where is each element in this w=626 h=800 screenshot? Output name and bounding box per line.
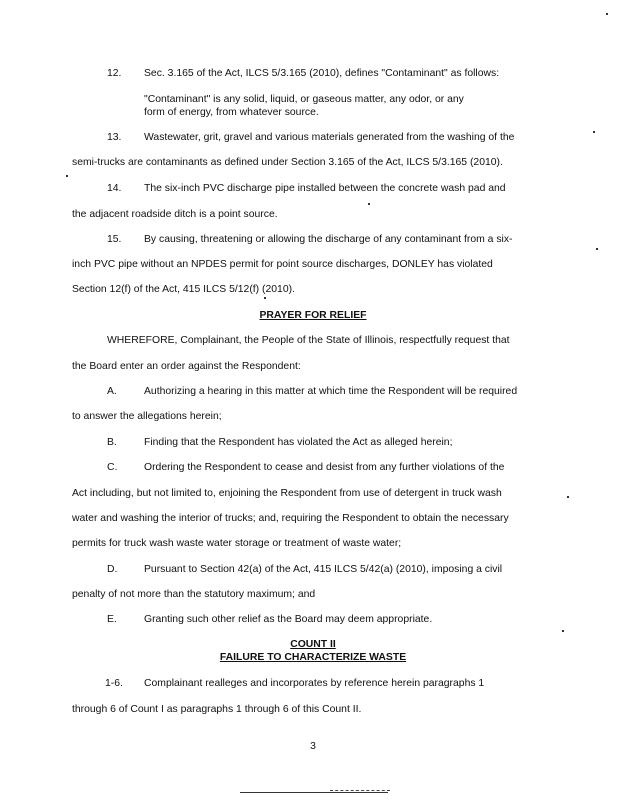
relief-text: Granting such other relief as the Board may deem appropriate.: [144, 614, 433, 625]
paragraph-text: semi-trucks are contaminants as defined under Section 3.165 of the Act, ILCS 5/3.165 (2010).: [72, 157, 503, 168]
scan-speck: [562, 630, 564, 632]
paragraph-number: 13.: [107, 132, 122, 143]
scan-speck: [567, 496, 569, 498]
count-heading: COUNT II: [290, 639, 336, 650]
block-quote-line: "Contaminant" is any solid, liquid, or gaseous matter, any odor, or any: [144, 94, 464, 105]
paragraph-text: inch PVC pipe without an NPDES permit for point source discharges, DONLEY has violated: [72, 259, 493, 270]
paragraph-text: Complainant realleges and incorporates by reference herein paragraphs 1: [144, 678, 485, 689]
paragraph-number: 15.: [107, 234, 122, 245]
relief-text: Authorizing a hearing in this matter at which time the Respondent will be required: [144, 386, 518, 397]
relief-text: water and washing the interior of trucks; and, requiring the Respondent to obtain the necessary: [72, 513, 509, 524]
scan-speck: [66, 175, 68, 177]
section-heading: PRAYER FOR RELIEF: [259, 310, 367, 321]
scan-edge-line: [240, 792, 388, 793]
scan-speck: [596, 248, 598, 250]
scan-speck: [368, 203, 370, 205]
paragraph-number: 14.: [107, 183, 122, 194]
paragraph-text: Sec. 3.165 of the Act, ILCS 5/3.165 (2010), defines "Contaminant" as follows:: [144, 68, 500, 79]
relief-letter: A.: [107, 386, 117, 397]
paragraph-text: By causing, threatening or allowing the discharge of any contaminant from a six-: [144, 234, 513, 245]
paragraph-text: the adjacent roadside ditch is a point source.: [72, 209, 278, 220]
relief-letter: B.: [107, 437, 117, 448]
paragraph-text: through 6 of Count I as paragraphs 1 through 6 of this Count II.: [72, 704, 362, 715]
paragraph-number: 1-6.: [105, 678, 123, 689]
relief-text: Pursuant to Section 42(a) of the Act, 415 ILCS 5/42(a) (2010), imposing a civil: [144, 564, 503, 575]
relief-text: Ordering the Respondent to cease and desist from any further violations of the: [144, 462, 505, 473]
paragraph-text: the Board enter an order against the Respondent:: [72, 361, 301, 372]
relief-text: penalty of not more than the statutory maximum; and: [72, 589, 316, 600]
relief-text: to answer the allegations herein;: [72, 411, 222, 422]
count-subheading: FAILURE TO CHARACTERIZE WASTE: [219, 652, 407, 663]
scan-edge-line: [330, 790, 390, 791]
relief-letter: E.: [107, 614, 117, 625]
scan-speck: [606, 13, 608, 15]
paragraph-text: The six-inch PVC discharge pipe installed between the concrete wash pad and: [144, 183, 506, 194]
paragraph-text: Section 12(f) of the Act, 415 ILCS 5/12(f) (2010).: [72, 284, 295, 295]
paragraph-text: Wastewater, grit, gravel and various materials generated from the washing of the: [144, 132, 515, 143]
paragraph-number: 12.: [107, 68, 122, 79]
scan-speck: [264, 297, 266, 299]
relief-letter: D.: [107, 564, 118, 575]
block-quote-line: form of energy, from whatever source.: [144, 107, 319, 118]
page-number: 3: [310, 741, 316, 752]
relief-letter: C.: [107, 462, 118, 473]
scan-speck: [593, 131, 595, 133]
relief-text: Finding that the Respondent has violated the Act as alleged herein;: [144, 437, 453, 448]
paragraph-text: WHEREFORE, Complainant, the People of the State of Illinois, respectfully request that: [107, 335, 510, 346]
relief-text: Act including, but not limited to, enjoining the Respondent from use of detergent in truck wash: [72, 488, 502, 499]
relief-text: permits for truck wash waste water storage or treatment of waste water;: [72, 538, 402, 549]
